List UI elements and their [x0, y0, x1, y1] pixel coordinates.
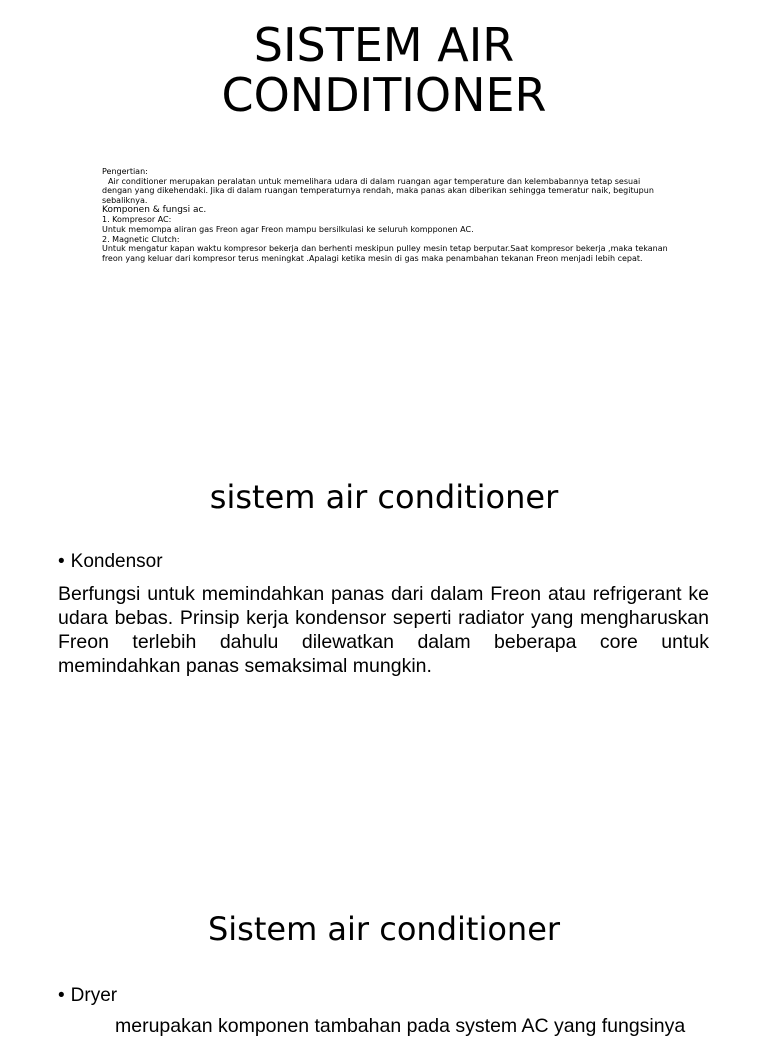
slide-3-bullet — [58, 984, 117, 1008]
item-1-text: Untuk memompa aliran gas Freon agar Freon mampu bersilkulasi ke seluruh kompponen AC. — [102, 224, 474, 234]
slide-2 — [0, 432, 768, 864]
slide-1-title-line-2: CONDITIONER — [221, 68, 547, 122]
item-2-text: Untuk mengatur kapan waktu kompresor bekerja dan berhenti meskipun pulley mesin tetap berputar.Saat kompresor bekerja ,maka tekanan freon yang keluar dari kompresor terus meningkat .Apalagi ketika mesin di gas maka penambahan tekanan Freon menjadi lebih cepat. — [102, 244, 668, 263]
bullet-label-dryer: Dryer — [70, 985, 118, 1006]
bullet-dot: • — [58, 551, 65, 572]
slide-2-bullet — [58, 550, 163, 574]
pengertian-text: Air conditioner merupakan peralatan untuk memelihara udara di dalam ruangan agar temperature dan kelembabannya tetap sesuai dengan yang dikehendaki. Jika di dalam ruangan temperaturnya rendah, maka panas akan diberikan sehingga temeratur naik, begitupun sebaliknya. — [102, 176, 654, 205]
slide-2-title: sistem air conditioner — [209, 478, 559, 516]
slide-1 — [0, 0, 768, 432]
pengertian-label: Pengertian: — [102, 167, 148, 176]
slide-1-title-line-1: SISTEM AIR — [253, 18, 515, 72]
komponen-label: Komponen & fungsi ac. — [102, 205, 207, 216]
slide-3-paragraph: merupakan komponen tambahan pada system AC yang fungsinya — [115, 1015, 686, 1037]
slide-1-title — [0, 20, 768, 120]
slide-1-body — [102, 167, 672, 263]
slide-2-paragraph: Berfungsi untuk memindahkan panas dari dalam Freon atau refrigerant ke udara bebas. Prinsip kerja kondensor seperti radiator yang mengharuskan Freon terlebih dahulu dilewatkan dalam beberapa core untuk memindahkan panas semaksimal mungkin. — [58, 583, 709, 677]
slide-3-title: Sistem air conditioner — [207, 910, 561, 948]
bullet-label-kondensor: Kondensor — [70, 551, 163, 572]
item-2-title: 2. Magnetic Clutch: — [102, 234, 180, 244]
item-1-title: 1. Kompresor AC: — [102, 215, 172, 225]
slide-3 — [0, 864, 768, 1037]
bullet-dot: • — [58, 985, 65, 1006]
